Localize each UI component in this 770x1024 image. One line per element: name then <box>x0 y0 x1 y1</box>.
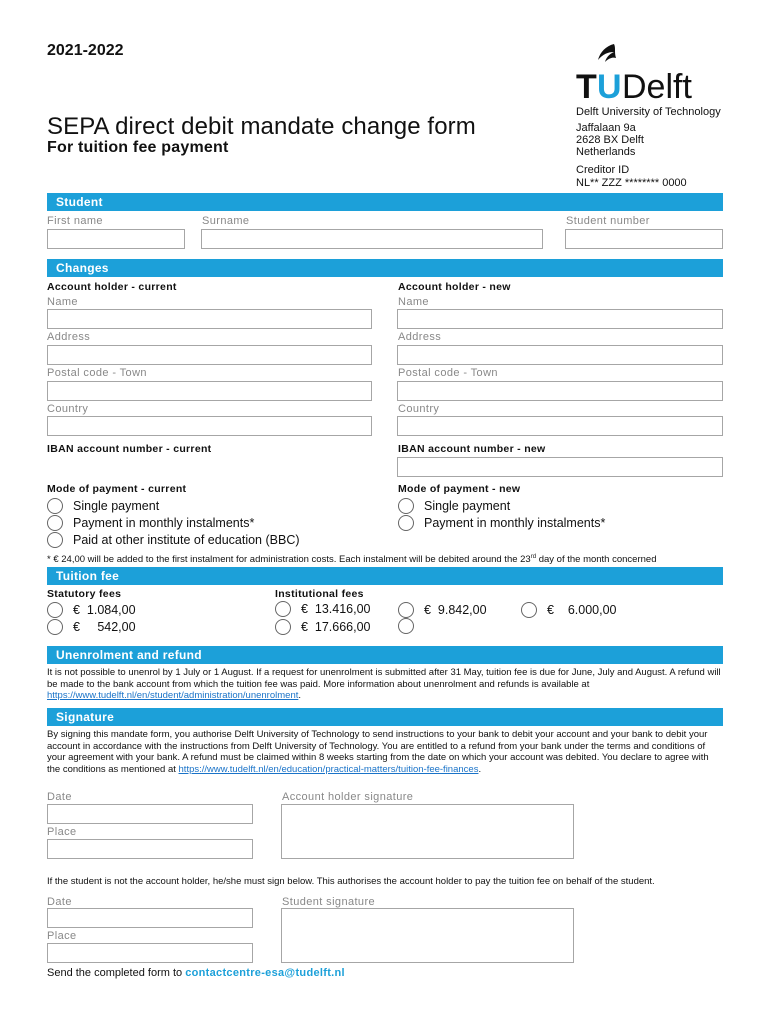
fee-13416-option[interactable] <box>275 600 371 617</box>
tuition-finances-link[interactable]: https://www.tudelft.nl/en/education/practical-matters/tuition-fee-finances <box>178 763 479 775</box>
new-name-label: Name <box>398 296 429 308</box>
form-year: 2021-2022 <box>47 42 124 59</box>
creditor-id: NL** ZZZ ******** 0000 <box>576 177 687 189</box>
holder-signature-label: Account holder signature <box>282 791 414 803</box>
iban-new-input[interactable] <box>397 457 723 477</box>
unenrolment-link[interactable]: https://www.tudelft.nl/en/student/administration/unenrolment <box>47 690 299 701</box>
radio-icon[interactable] <box>398 498 414 514</box>
iban-new-label: IBAN account number - new <box>398 443 546 455</box>
svg-text:T: T <box>576 68 597 102</box>
option-label: Single payment <box>424 498 511 513</box>
current-country-input[interactable] <box>47 416 372 436</box>
institutional-heading: Institutional fees <box>275 588 364 600</box>
creditor-label: Creditor ID <box>576 164 630 176</box>
surname-label: Surname <box>202 215 250 227</box>
fee-label: € 9.842,00 <box>424 602 487 617</box>
svg-text:U: U <box>597 68 622 102</box>
new-single-option[interactable] <box>398 497 510 514</box>
section-tuition: Tuition fee <box>47 567 723 585</box>
current-postal-input[interactable] <box>47 381 372 401</box>
first-name-input[interactable] <box>47 229 185 249</box>
holder-current-heading: Account holder - current <box>47 281 177 293</box>
page-subtitle: For tuition fee payment <box>47 139 229 156</box>
current-monthly-option[interactable] <box>47 514 254 531</box>
new-country-input[interactable] <box>397 416 723 436</box>
student-signature-box[interactable] <box>281 908 574 963</box>
university-name: Delft University of Technology <box>576 106 721 118</box>
radio-icon[interactable] <box>521 602 537 618</box>
radio-icon[interactable] <box>398 618 414 634</box>
new-address-input[interactable] <box>397 345 723 365</box>
radio-icon[interactable] <box>275 601 291 617</box>
signature-text: By signing this mandate form, you authorise Delft University of Technology to send instructions to your bank to debit your account and your bank to debit your account in accordance with the instructions from Delft University of Technology. You are entitled to a refund from your bank under the terms and conditions of your agreement with your bank. A refund must be claimed within 8 weeks starting from the date on which your account was debited. You declare to agree with the conditions as mentioned at https://www.tudelft.nl/en/education/practical-matters/tuition-fee-finances. <box>47 729 709 775</box>
statutory-heading: Statutory fees <box>47 588 122 600</box>
current-country-label: Country <box>47 403 89 415</box>
fee-label: € 1.084,00 <box>73 602 136 617</box>
fee-label: € 13.416,00 <box>301 601 371 616</box>
radio-icon[interactable] <box>47 602 63 618</box>
section-student: Student <box>47 193 723 211</box>
student-sign-note: If the student is not the account holder, he/she must sign below. This authorises the account holder to pay the tuition fee on behalf of the student. <box>47 876 655 887</box>
student-date-label: Date <box>47 896 72 908</box>
current-single-option[interactable] <box>47 497 159 514</box>
radio-icon[interactable] <box>275 619 291 635</box>
new-postal-label: Postal code - Town <box>398 367 498 379</box>
address-line2: 2628 BX Delft <box>576 134 644 146</box>
option-label: Single payment <box>73 498 160 513</box>
current-bbc-option[interactable] <box>47 531 300 548</box>
fee-6000-option[interactable] <box>521 601 617 618</box>
new-monthly-option[interactable] <box>398 514 605 531</box>
mode-new-heading: Mode of payment - new <box>398 483 521 495</box>
radio-icon[interactable] <box>47 532 63 548</box>
iban-current-label: IBAN account number - current <box>47 443 212 455</box>
contact-email-link[interactable]: contactcentre-esa@tudelft.nl <box>185 967 345 979</box>
holder-date-label: Date <box>47 791 72 803</box>
new-address-label: Address <box>398 331 442 343</box>
page-title: SEPA direct debit mandate change form <box>47 113 476 140</box>
holder-signature-box[interactable] <box>281 804 574 859</box>
option-label: Payment in monthly instalments* <box>424 515 606 530</box>
current-address-label: Address <box>47 331 91 343</box>
tudelft-logo <box>576 42 726 102</box>
new-name-input[interactable] <box>397 309 723 329</box>
current-name-label: Name <box>47 296 78 308</box>
new-country-label: Country <box>398 403 440 415</box>
student-number-input[interactable] <box>565 229 723 249</box>
fee-1084-option[interactable] <box>47 601 136 618</box>
holder-place-input[interactable] <box>47 839 253 859</box>
fee-17666-option[interactable] <box>275 618 371 635</box>
unenrolment-text: It is not possible to unenrol by 1 July or 1 August. If a request for unenrolment is submitted after 31 May, tuition fee is due for June, July and August. A refund will be made to the bank account from which the tuition fee was paid. More information about unenrolment and refunds is available at https://www.tudelft.nl/en/student/administration/unenrolment. <box>47 667 721 701</box>
section-changes: Changes <box>47 259 723 277</box>
fee-542-option[interactable] <box>47 618 136 635</box>
current-address-input[interactable] <box>47 345 372 365</box>
option-label: Payment in monthly instalments* <box>73 515 255 530</box>
radio-icon[interactable] <box>47 498 63 514</box>
fee-label: € 6.000,00 <box>547 602 617 617</box>
radio-icon[interactable] <box>398 602 414 618</box>
mode-current-heading: Mode of payment - current <box>47 483 187 495</box>
radio-icon[interactable] <box>398 515 414 531</box>
instalment-footnote: * € 24,00 will be added to the first instalment for administration costs. Each instalment will be debited around the 23rd day of the month concerned <box>47 554 657 566</box>
student-date-input[interactable] <box>47 908 253 928</box>
holder-place-label: Place <box>47 826 77 838</box>
radio-icon[interactable] <box>47 619 63 635</box>
student-signature-label: Student signature <box>282 896 376 908</box>
fee-label: € 17.666,00 <box>301 619 371 634</box>
surname-input[interactable] <box>201 229 543 249</box>
holder-new-heading: Account holder - new <box>398 281 511 293</box>
new-postal-input[interactable] <box>397 381 723 401</box>
address-line3: Netherlands <box>576 146 636 158</box>
fee-extra-radio[interactable] <box>398 618 424 634</box>
current-name-input[interactable] <box>47 309 372 329</box>
first-name-label: First name <box>47 215 103 227</box>
section-unenrolment: Unenrolment and refund <box>47 646 723 664</box>
address-line1: Jaffalaan 9a <box>576 122 636 134</box>
fee-9842-option[interactable] <box>398 601 487 618</box>
fee-label: € 542,00 <box>73 619 136 634</box>
send-instruction: Send the completed form to contactcentre-esa@tudelft.nl <box>47 967 345 979</box>
option-label: Paid at other institute of education (BBC) <box>73 532 300 547</box>
radio-icon[interactable] <box>47 515 63 531</box>
student-place-input[interactable] <box>47 943 253 963</box>
student-place-label: Place <box>47 930 77 942</box>
current-postal-label: Postal code - Town <box>47 367 147 379</box>
svg-text:Delft: Delft <box>622 68 692 102</box>
holder-date-input[interactable] <box>47 804 253 824</box>
student-number-label: Student number <box>566 215 650 227</box>
section-signature: Signature <box>47 708 723 726</box>
